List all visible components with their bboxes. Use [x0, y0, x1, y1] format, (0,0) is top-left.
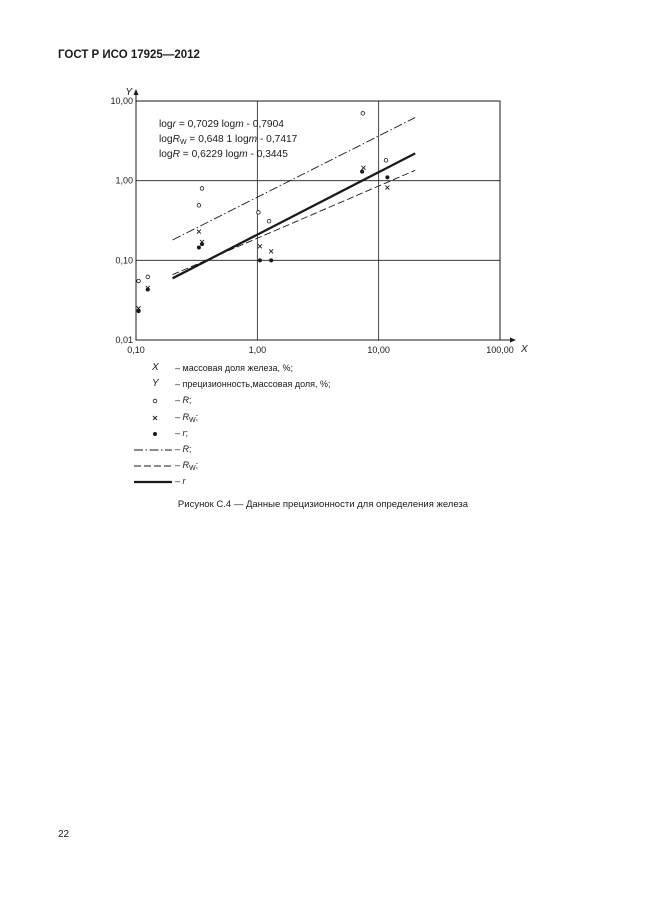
point-r [197, 204, 201, 208]
point-r [258, 258, 262, 262]
legend-text: – $R_W$; [175, 411, 199, 424]
y-axis-label: Y [125, 87, 132, 98]
legend-symbol: Y [152, 378, 159, 390]
page-number: 22 [58, 829, 70, 840]
x-tick-label: 1,00 [248, 345, 267, 355]
figure-caption: Рисунок С.4 — Данные прецизионности для определения железа [177, 499, 469, 510]
legend-text: – R; [175, 395, 192, 406]
regression-equation: logR = 0,6229 logm - 0,3445 [159, 149, 288, 160]
legend-symbol [134, 476, 176, 490]
y-tick-label: 1,00 [115, 175, 133, 186]
point-r [384, 159, 388, 163]
legend-text: – r; [175, 427, 189, 438]
point-r [267, 219, 271, 223]
point-r [146, 275, 150, 279]
x-axis-arrowhead [510, 338, 516, 343]
document-header: ГОСТ Р ИСО 17925—2012 [58, 49, 200, 61]
legend-symbol [134, 412, 176, 426]
point-r [146, 288, 150, 292]
legend-text: – $R_W$; [175, 460, 199, 473]
point-r [360, 170, 364, 174]
point-r [137, 309, 141, 313]
point-r [200, 187, 204, 191]
point-r [137, 279, 141, 283]
point-r [257, 211, 261, 215]
point-rw [197, 230, 201, 234]
point-rw [362, 166, 366, 170]
legend-symbol [134, 444, 176, 458]
legend-marker-circle [153, 400, 157, 404]
x-axis-label: X [521, 344, 528, 355]
y-tick-label: 10,00 [110, 96, 133, 106]
legend-symbol [134, 428, 176, 442]
point-r [269, 258, 273, 262]
y-tick-label: 0,01 [115, 335, 133, 345]
legend-text: – r [175, 476, 186, 487]
legend-marker-dot [153, 432, 157, 436]
legend-text: – прецизионность,массовая доля, %; [175, 379, 331, 390]
x-tick-label: 100,00 [486, 345, 514, 355]
regression-equation: logr = 0,7029 logm - 0,7904 [159, 119, 284, 130]
point-rw [385, 186, 389, 190]
legend-symbol [134, 460, 176, 474]
point-r [361, 112, 365, 116]
x-tick-label: 0,10 [127, 345, 145, 355]
point-rw [258, 244, 262, 248]
point-r [197, 245, 201, 249]
y-tick-label: 0,10 [115, 255, 133, 266]
legend-symbol: X [152, 362, 159, 373]
point-r [200, 242, 204, 246]
regression-equation: logR$_W$ = 0,648 1 logm - 0,7417 [159, 134, 298, 146]
y-axis-arrowhead [134, 89, 139, 95]
legend-symbol [134, 395, 176, 409]
legend-text: – массовая доля железа, %; [175, 363, 293, 373]
legend-marker-cross [153, 416, 157, 420]
x-tick-label: 10,00 [367, 345, 390, 355]
legend-text: – R; [175, 444, 192, 454]
point-r [385, 175, 389, 179]
point-rw [269, 249, 273, 253]
